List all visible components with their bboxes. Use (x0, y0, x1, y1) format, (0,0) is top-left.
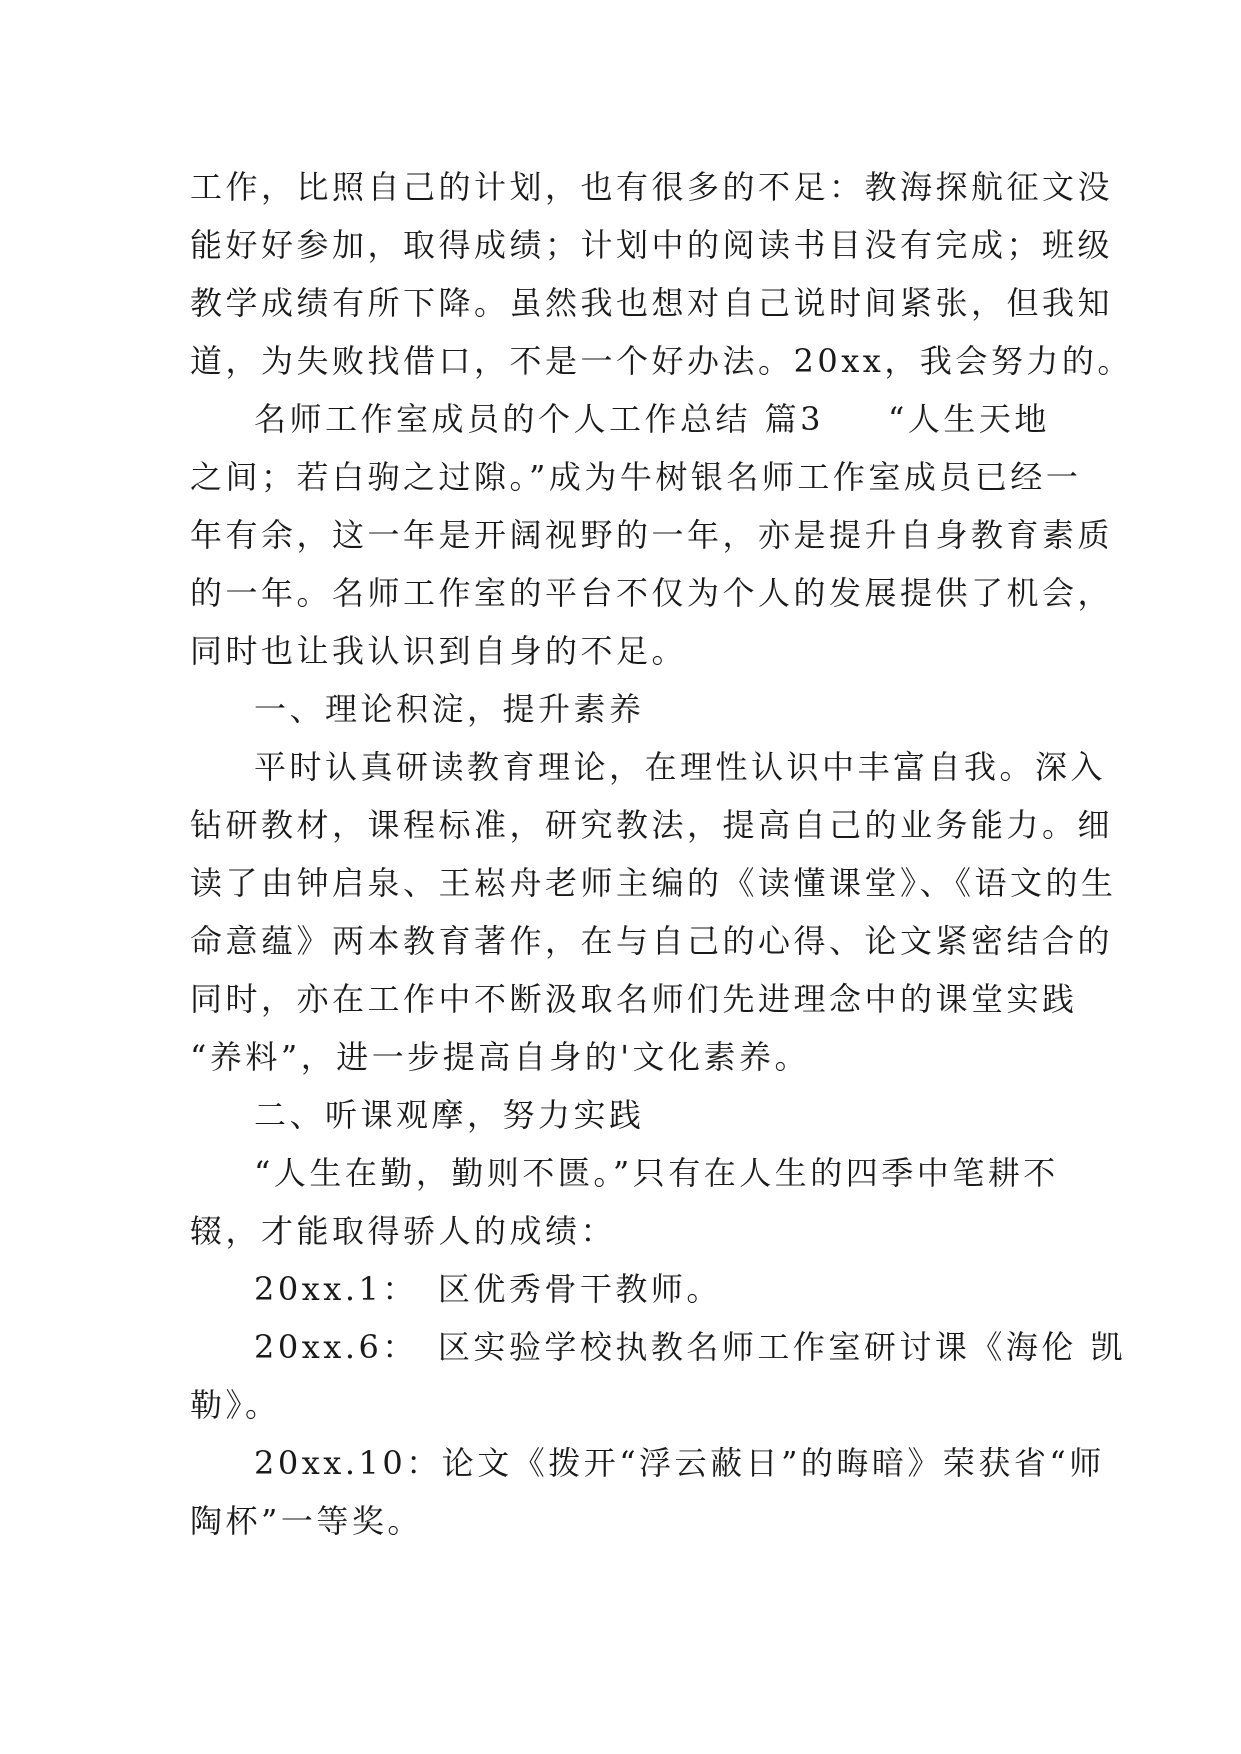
text-line: 教学成绩有所下降。虽然我也想对自己说时间紧张，但我知 (190, 284, 1114, 322)
text-line: 工作，比照自己的计划，也有很多的不足：教海探航征文没 (190, 168, 1114, 206)
subheading: 一、理论积淀，提升素养 (254, 690, 645, 728)
text-line: 年有余，这一年是开阔视野的一年，亦是提升自身教育素质 (190, 516, 1114, 554)
text-line: 读了由钟启泉、王崧舟老师主编的《读懂课堂》、《语文的生 (190, 864, 1117, 902)
subheading: 二、听课观摩，努力实践 (254, 1096, 645, 1134)
text-line: “人生在勤，勤则不匮。”只有在人生的四季中笔耕不 (254, 1154, 1059, 1192)
text-line: 钻研教材，课程标准，研究教法，提高自己的业务能力。细 (190, 806, 1114, 844)
achievement-date: 20xx.1： (254, 1270, 418, 1308)
achievement-text: 区实验学校执教名师工作室研讨课《海伦 凯 (437, 1328, 1127, 1366)
text-line: 道，为失败找借口，不是一个好办法。20xx，我会努力的。 (190, 342, 1133, 380)
quote-start: “人生天地 (888, 400, 1050, 438)
text-line: 的一年。名师工作室的平台不仅为个人的发展提供了机会， (190, 574, 1114, 612)
text-line: 命意蕴》两本教育著作，在与自己的心得、论文紧密结合的 (190, 922, 1114, 960)
achievement-line (190, 1260, 1055, 1318)
document-body (190, 158, 1133, 1550)
achievement-text: 区优秀骨干教师。 (437, 1270, 722, 1308)
text-line: 平时认真研读教育理论，在理性认识中丰富自我。深入 (254, 748, 1107, 786)
text-line: 之间；若白驹之过隙。”成为牛树银名师工作室成员已经一 (190, 458, 1082, 496)
text-line: 陶杯”一等奖。 (190, 1502, 423, 1540)
text-line: 20xx.10：论文《拨开“浮云蔽日”的晦暗》荣获省“师 (254, 1444, 1105, 1482)
text-line: 勒》。 (190, 1386, 281, 1424)
text-line: 同时，亦在工作中不断汲取名师们先进理念中的课堂实践 (190, 980, 1078, 1018)
text-line: 辍，才能取得骄人的成绩： (190, 1212, 617, 1250)
section-heading-line (190, 390, 1055, 448)
text-line: 同时也让我认识到自身的不足。 (190, 632, 688, 670)
text-line: 能好好参加，取得成绩；计划中的阅读书目没有完成；班级 (190, 226, 1114, 264)
achievement-line (190, 1318, 1127, 1376)
section-heading: 名师工作室成员的个人工作总结 篇3 (254, 400, 825, 438)
text-line: “养料”，进一步提高自身的'文化素养。 (190, 1038, 811, 1076)
achievement-date: 20xx.6： (254, 1328, 418, 1366)
